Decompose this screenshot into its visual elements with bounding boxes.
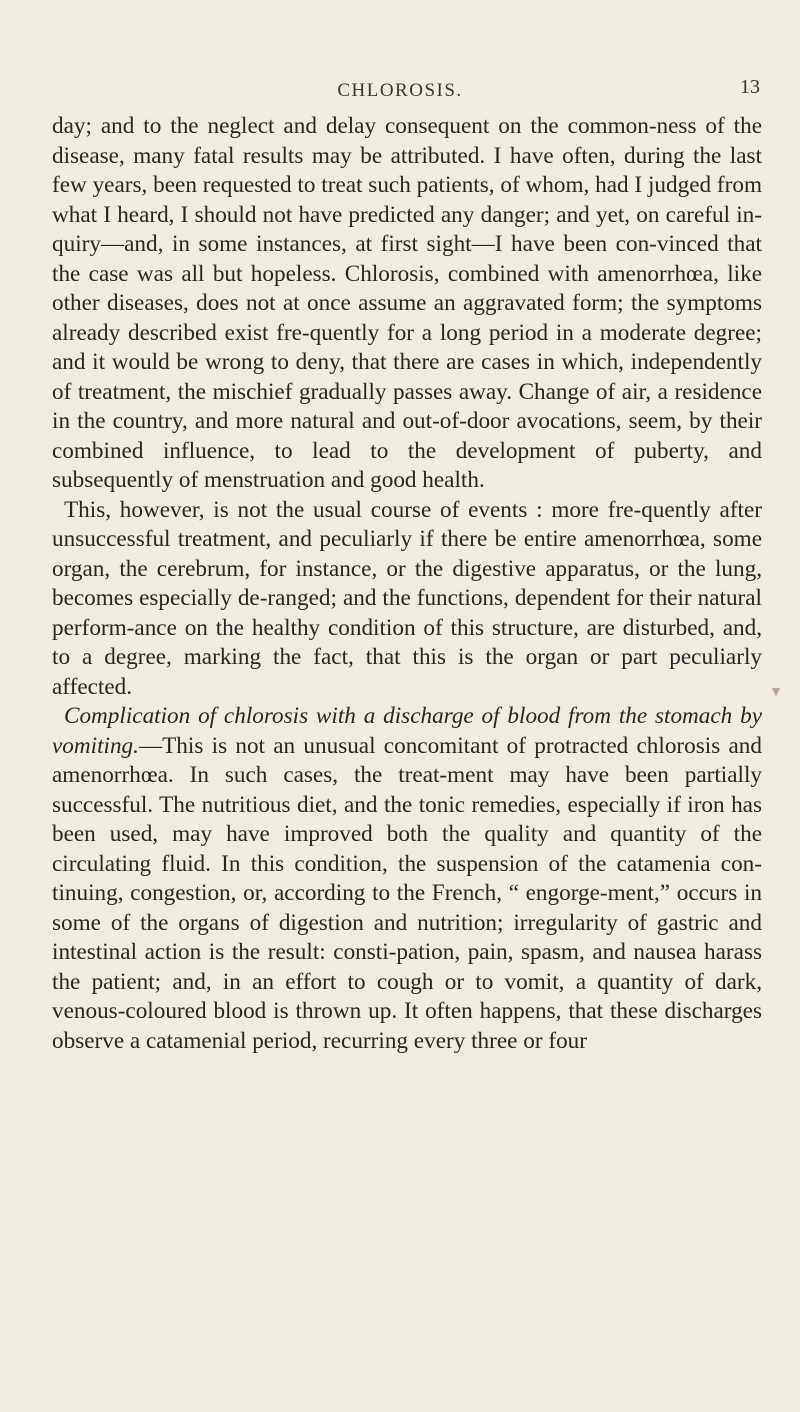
page-number: 13 <box>740 76 760 98</box>
paragraph-3 <box>52 702 762 1056</box>
paragraph-1: day; and to the neglect and delay consequent on the common-ness of the disease, many fatal results may be attributed. I have often, during the last few years, been requested to treat such patients, of whom, had I judged from what I heard, I should not have predicted any danger; and yet, on careful in-quiry—and, in some instances, at first sight—I have been con-vinced that the case was all but hopeless. Chlorosis, combined with amenorrhœa, like other diseases, does not at once assume an aggravated form; the symptoms already described exist fre-quently for a long period in a moderate degree; and it would be wrong to deny, that there are cases in which, independently of treatment, the mischief gradually passes away. Change of air, a residence in the country, and more natural and out-of-door avocations, seem, by their combined influence, to lead to the development of puberty, and subsequently of menstruation and good health. <box>52 113 762 493</box>
running-title: CHLOROSIS. <box>337 80 463 101</box>
paragraph-3-text: —This is not an unusual concomitant of protracted chlorosis and amenorrhœa. In such cases, the treat-ment may have been partially successful. The nutritious diet, and the tonic remedies, especially if iron has been used, may have improved both the quality and quantity of the circulating fluid. In this condition, the suspension of the catamenia con-tinuing, congestion, or, according to the French, “ engorge-ment,” occurs in some of the organs of digestion and nutrition; irregularity of gastric and intestinal action is the result: consti-pation, pain, spasm, and nausea harass the patient; and, in an effort to cough or to vomit, a quantity of dark, venous-coloured blood is thrown up. It often happens, that these discharges observe a catamenial period, recurring every three or four <box>52 732 762 1054</box>
paragraph-2: This, however, is not the usual course of events : more fre-quently after unsuccessful treatment, and peculiarly if there be entire amenorrhœa, some organ, the cerebrum, for instance, or the digestive apparatus, or the lung, becomes especially de-ranged; and the functions, dependent for their natural perform-ance on the healthy condition of this structure, are disturbed, and, to a degree, marking the fact, that this is the organ or part peculiarly affected. <box>52 496 762 700</box>
body-text <box>52 112 762 1056</box>
margin-mark <box>772 688 780 697</box>
section-heading: Complication of chlorosis with a discharge of blood from the stomach by vomiting. <box>52 703 762 759</box>
